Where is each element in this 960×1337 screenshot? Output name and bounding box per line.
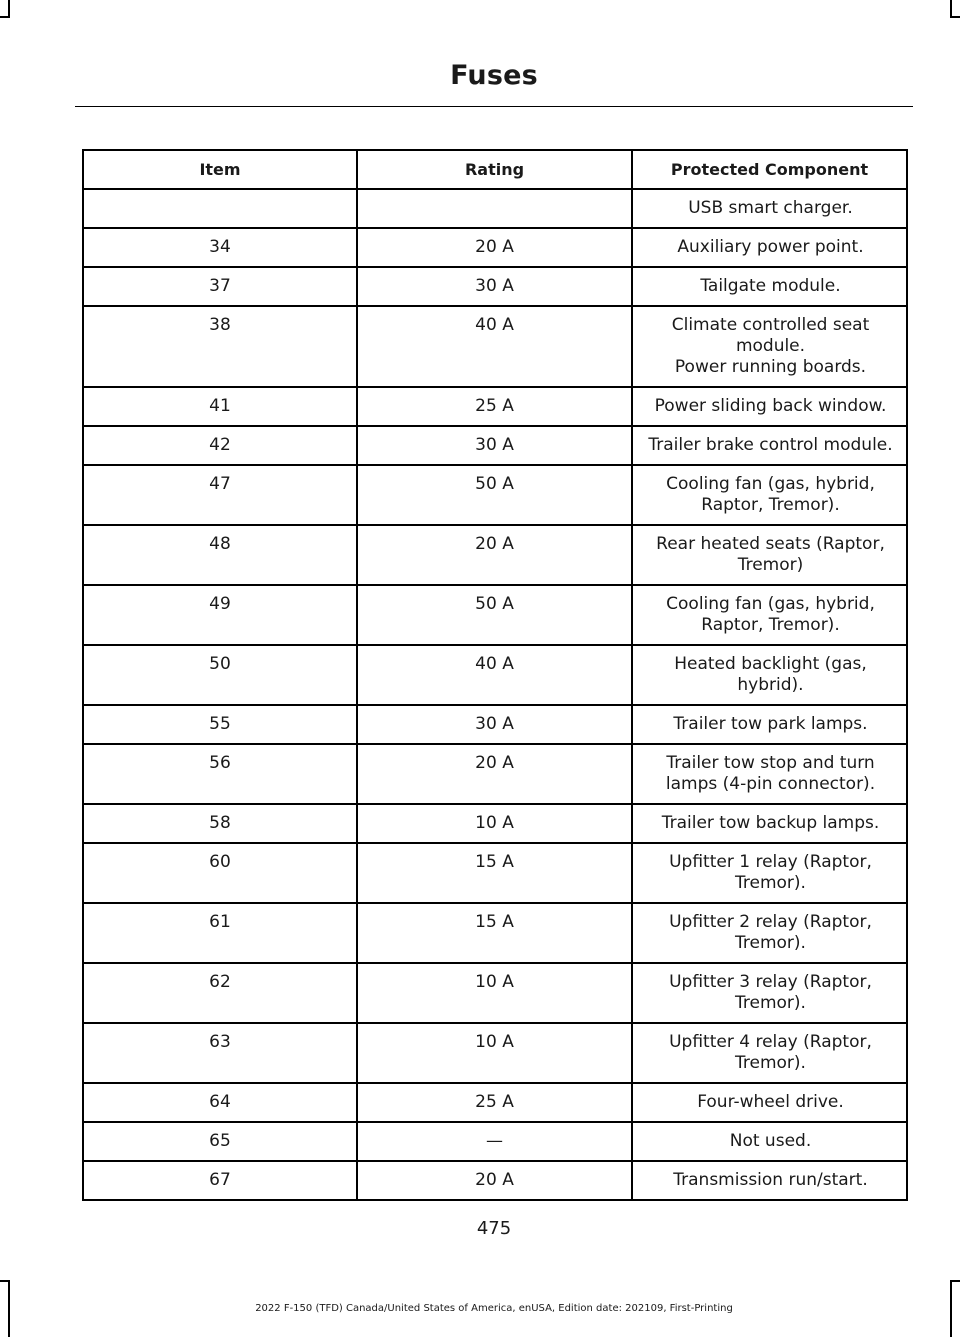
- cell-item: 42: [83, 426, 357, 465]
- cell-rating: 10 A: [357, 963, 632, 1023]
- cell-protected-component: [632, 465, 907, 525]
- title-divider: [75, 106, 913, 107]
- cell-protected-component: [632, 804, 907, 843]
- table-row: [83, 189, 907, 228]
- table-row: [83, 705, 907, 744]
- table-row: [83, 525, 907, 585]
- cell-rating: 25 A: [357, 1083, 632, 1122]
- cell-item: 61: [83, 903, 357, 963]
- column-header-item: Item: [83, 150, 357, 189]
- cell-protected-component: [632, 1161, 907, 1200]
- cell-protected-component: [632, 1083, 907, 1122]
- cell-protected-component: [632, 963, 907, 1023]
- cell-item: 62: [83, 963, 357, 1023]
- page-title: Fuses: [450, 60, 538, 91]
- cell-protected-component: [632, 525, 907, 585]
- cell-protected-component: [632, 267, 907, 306]
- cell-protected-component: [632, 228, 907, 267]
- cell-item: 65: [83, 1122, 357, 1161]
- table-row: [83, 267, 907, 306]
- component-text: Trailer tow park lamps.: [673, 714, 868, 734]
- cell-item: [83, 189, 357, 228]
- cell-rating: 40 A: [357, 645, 632, 705]
- cell-rating: 25 A: [357, 387, 632, 426]
- cell-item: 60: [83, 843, 357, 903]
- component-text: Trailer tow backup lamps.: [661, 813, 880, 833]
- cell-item: 56: [83, 744, 357, 804]
- cell-protected-component: [632, 645, 907, 705]
- crop-mark: [0, 1280, 10, 1282]
- cell-rating: 30 A: [357, 267, 632, 306]
- component-text: Auxiliary power point.: [677, 237, 864, 257]
- table-row: [83, 1122, 907, 1161]
- table-row: [83, 585, 907, 645]
- table-row: [83, 465, 907, 525]
- cell-rating: 15 A: [357, 903, 632, 963]
- cell-rating: 20 A: [357, 525, 632, 585]
- table-row: [83, 1023, 907, 1083]
- cell-item: 58: [83, 804, 357, 843]
- page-number: 475: [476, 1218, 512, 1239]
- cell-protected-component: [632, 744, 907, 804]
- cell-rating: 50 A: [357, 585, 632, 645]
- table-row: [83, 387, 907, 426]
- component-text: Climate controlled seat module.: [671, 315, 870, 356]
- cell-protected-component: [632, 585, 907, 645]
- component-text: Cooling fan (gas, hybrid, Raptor, Tremor).: [666, 594, 875, 635]
- table-row: [83, 903, 907, 963]
- table-row: [83, 426, 907, 465]
- edition-footer: 2022 F-150 (TFD) Canada/United States of America, enUSA, Edition date: 202109, First-Printing: [255, 1303, 733, 1314]
- table-header-row: [83, 150, 907, 189]
- component-text: Rear heated seats (Raptor, Tremor): [656, 534, 885, 575]
- table-row: [83, 744, 907, 804]
- table-row: [83, 1161, 907, 1200]
- cell-rating: 10 A: [357, 1023, 632, 1083]
- cell-item: 37: [83, 267, 357, 306]
- cell-rating: [357, 189, 632, 228]
- cell-protected-component: [632, 426, 907, 465]
- cell-item: 63: [83, 1023, 357, 1083]
- cell-rating: 30 A: [357, 426, 632, 465]
- component-text: Power running boards.: [674, 357, 867, 377]
- component-text: Four-wheel drive.: [697, 1092, 844, 1112]
- cell-item: 34: [83, 228, 357, 267]
- component-text: Cooling fan (gas, hybrid, Raptor, Tremor).: [666, 474, 875, 515]
- cell-rating: 20 A: [357, 228, 632, 267]
- cell-rating: 20 A: [357, 744, 632, 804]
- component-text: Tailgate module.: [700, 276, 841, 296]
- component-text: Power sliding back window.: [654, 396, 887, 416]
- component-text: Trailer tow stop and turn lamps (4-pin connector).: [665, 753, 876, 794]
- cell-rating: 10 A: [357, 804, 632, 843]
- cell-item: 38: [83, 306, 357, 387]
- cell-rating: —: [357, 1122, 632, 1161]
- cell-item: 47: [83, 465, 357, 525]
- table-row: [83, 963, 907, 1023]
- cell-protected-component: [632, 705, 907, 744]
- component-text: Not used.: [729, 1131, 812, 1151]
- component-text: Upfitter 2 relay (Raptor, Tremor).: [669, 912, 872, 953]
- crop-mark: [950, 1280, 960, 1282]
- table-row: [83, 843, 907, 903]
- cell-rating: 50 A: [357, 465, 632, 525]
- table-row: [83, 306, 907, 387]
- crop-mark: [0, 16, 10, 18]
- component-text: Trailer brake control module.: [648, 435, 893, 455]
- column-header-rating: Rating: [357, 150, 632, 189]
- cell-protected-component: [632, 1023, 907, 1083]
- cell-protected-component: [632, 1122, 907, 1161]
- cell-rating: 15 A: [357, 843, 632, 903]
- cell-protected-component: [632, 306, 907, 387]
- table-row: [83, 645, 907, 705]
- component-text: Transmission run/start.: [673, 1170, 868, 1190]
- cell-protected-component: [632, 843, 907, 903]
- cell-item: 67: [83, 1161, 357, 1200]
- cell-item: 55: [83, 705, 357, 744]
- component-text: Upfitter 3 relay (Raptor, Tremor).: [669, 972, 872, 1013]
- crop-mark: [950, 16, 960, 18]
- component-text: USB smart charger.: [688, 198, 853, 218]
- cell-item: 48: [83, 525, 357, 585]
- column-header-protected-component: Protected Component: [632, 150, 907, 189]
- cell-protected-component: [632, 387, 907, 426]
- cell-item: 64: [83, 1083, 357, 1122]
- cell-rating: 30 A: [357, 705, 632, 744]
- cell-protected-component: [632, 903, 907, 963]
- cell-rating: 40 A: [357, 306, 632, 387]
- fuse-table: [82, 149, 908, 1201]
- cell-item: 49: [83, 585, 357, 645]
- component-text: Heated backlight (gas, hybrid).: [674, 654, 867, 695]
- component-text: Upfitter 4 relay (Raptor, Tremor).: [669, 1032, 872, 1073]
- cell-rating: 20 A: [357, 1161, 632, 1200]
- component-text: Upfitter 1 relay (Raptor, Tremor).: [669, 852, 872, 893]
- cell-item: 41: [83, 387, 357, 426]
- cell-protected-component: [632, 189, 907, 228]
- table-row: [83, 804, 907, 843]
- cell-item: 50: [83, 645, 357, 705]
- table-row: [83, 228, 907, 267]
- table-row: [83, 1083, 907, 1122]
